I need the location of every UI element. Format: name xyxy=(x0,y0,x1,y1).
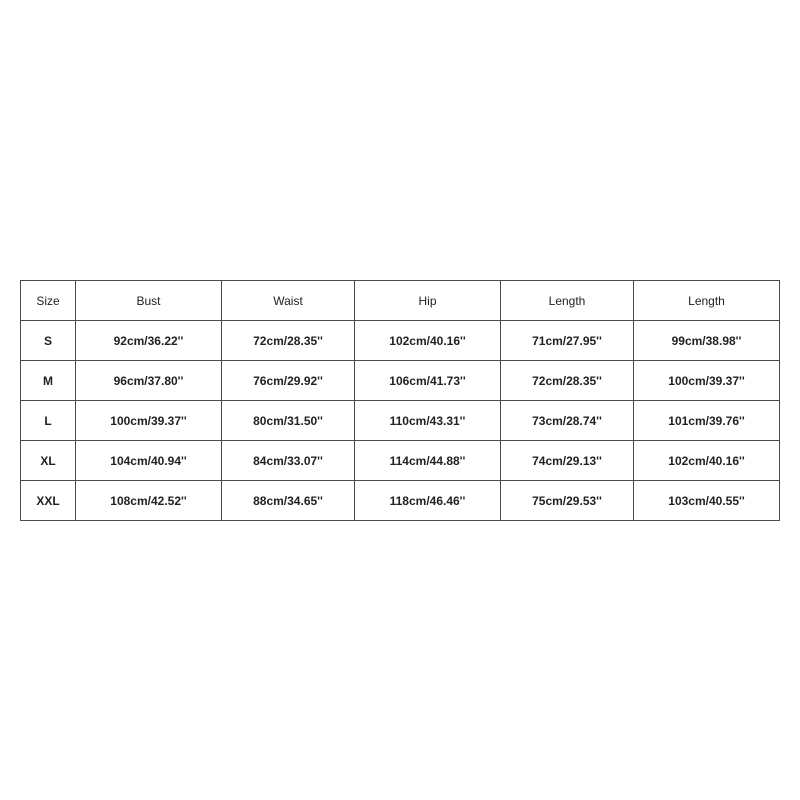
size-chart-table xyxy=(20,280,780,521)
size-chart-body xyxy=(21,321,780,521)
hip-value: 106cm/41.73'' xyxy=(355,361,501,401)
header-length-2: Length xyxy=(634,281,780,321)
length-value: 73cm/28.74'' xyxy=(501,401,634,441)
header-row xyxy=(21,281,780,321)
size-chart-header xyxy=(21,281,780,321)
hip-value: 110cm/43.31'' xyxy=(355,401,501,441)
size-label: M xyxy=(21,361,76,401)
length-value: 103cm/40.55'' xyxy=(634,481,780,521)
size-label: XL xyxy=(21,441,76,481)
header-length-1: Length xyxy=(501,281,634,321)
waist-value: 88cm/34.65'' xyxy=(222,481,355,521)
size-label: XXL xyxy=(21,481,76,521)
length-value: 101cm/39.76'' xyxy=(634,401,780,441)
length-value: 102cm/40.16'' xyxy=(634,441,780,481)
bust-value: 92cm/36.22'' xyxy=(76,321,222,361)
length-value: 74cm/29.13'' xyxy=(501,441,634,481)
size-label: S xyxy=(21,321,76,361)
header-bust: Bust xyxy=(76,281,222,321)
waist-value: 76cm/29.92'' xyxy=(222,361,355,401)
table-row xyxy=(21,481,780,521)
table-row xyxy=(21,401,780,441)
waist-value: 72cm/28.35'' xyxy=(222,321,355,361)
bust-value: 96cm/37.80'' xyxy=(76,361,222,401)
hip-value: 114cm/44.88'' xyxy=(355,441,501,481)
header-size: Size xyxy=(21,281,76,321)
table-row xyxy=(21,441,780,481)
length-value: 75cm/29.53'' xyxy=(501,481,634,521)
hip-value: 102cm/40.16'' xyxy=(355,321,501,361)
header-waist: Waist xyxy=(222,281,355,321)
bust-value: 100cm/39.37'' xyxy=(76,401,222,441)
length-value: 100cm/39.37'' xyxy=(634,361,780,401)
bust-value: 104cm/40.94'' xyxy=(76,441,222,481)
hip-value: 118cm/46.46'' xyxy=(355,481,501,521)
table-row xyxy=(21,361,780,401)
table-row xyxy=(21,321,780,361)
size-label: L xyxy=(21,401,76,441)
header-hip: Hip xyxy=(355,281,501,321)
bust-value: 108cm/42.52'' xyxy=(76,481,222,521)
length-value: 99cm/38.98'' xyxy=(634,321,780,361)
length-value: 71cm/27.95'' xyxy=(501,321,634,361)
waist-value: 84cm/33.07'' xyxy=(222,441,355,481)
waist-value: 80cm/31.50'' xyxy=(222,401,355,441)
length-value: 72cm/28.35'' xyxy=(501,361,634,401)
